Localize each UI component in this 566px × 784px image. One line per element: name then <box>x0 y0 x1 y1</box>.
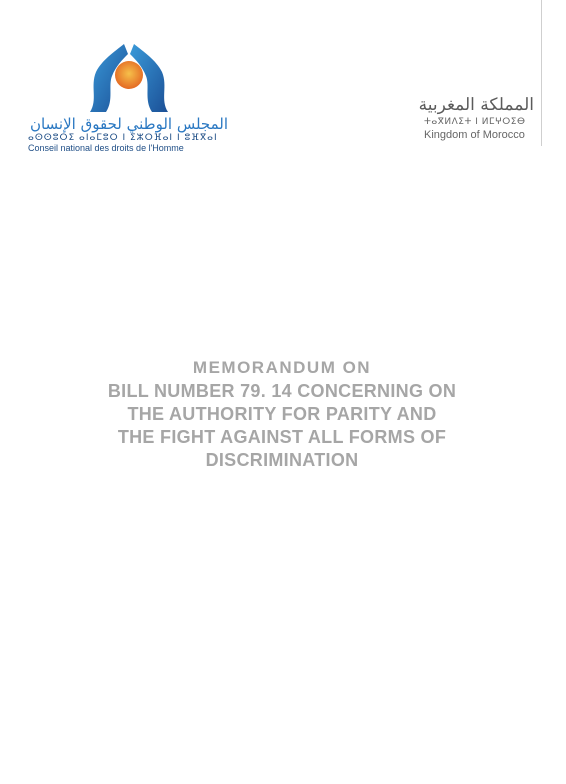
title-line: THE AUTHORITY FOR PARITY AND <box>127 404 437 424</box>
vertical-divider <box>541 0 542 146</box>
title-line: THE FIGHT AGAINST ALL FORMS OF <box>117 427 447 447</box>
title-line: DISCRIMINATION <box>205 450 359 470</box>
cndh-emblem-icon <box>84 42 174 116</box>
kingdom-name-english: Kingdom of Morocco <box>424 129 525 141</box>
cndh-logo <box>26 42 232 154</box>
cndh-name-french: Conseil national des droits de l'Homme <box>28 143 184 153</box>
kingdom-name-tifinagh: ⵜⴰⴳⵍⴷⵉⵜ ⵏ ⵍⵎⵖⵔⵉⴱ <box>424 117 526 127</box>
cndh-name-tifinagh: ⴰⵙⵙⵓⵔⵉ ⴰⵏⴰⵎⵓⵔ ⵏ ⵉⵣⵔⴼⴰⵏ ⵏ ⵓⴼⴳⴰⵏ <box>28 133 218 143</box>
kingdom-name-arabic: المملكة المغربية <box>418 95 534 115</box>
kingdom-of-morocco-logo <box>418 94 538 148</box>
cndh-name-arabic: المجلس الوطني لحقوق الإنسان <box>29 115 229 133</box>
title-kicker: MEMORANDUM ON <box>192 358 372 377</box>
title-line: BILL NUMBER 79. 14 CONCERNING ON <box>107 381 457 401</box>
document-title <box>40 358 524 472</box>
